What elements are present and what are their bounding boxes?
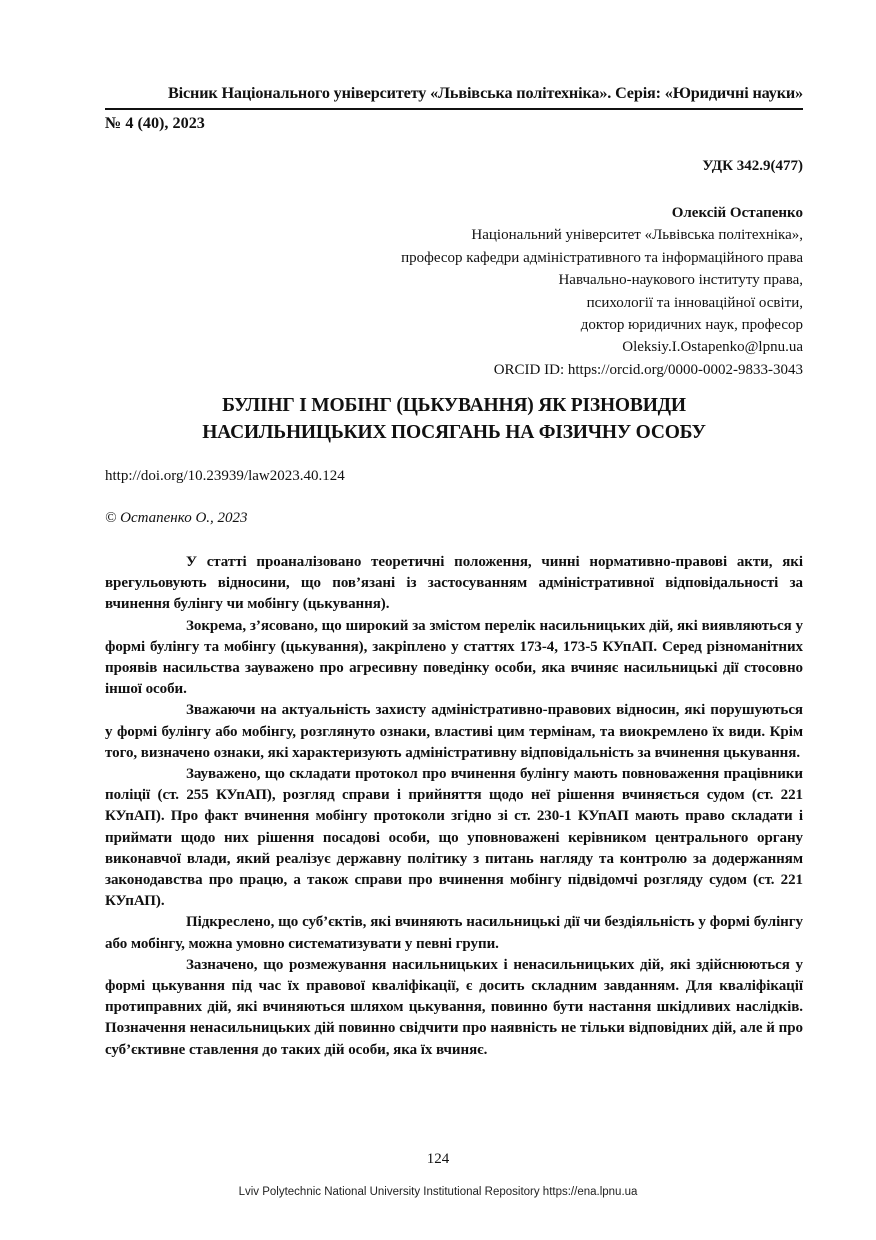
affiliation-line: доктор юридичних наук, професор [580, 317, 803, 334]
abstract-paragraph: Підкреслено, що суб’єктів, які вчиняють насильницькі дії чи бездіяльність у формі булінгу або мобінгу, можна умовно систематизувати у певні групи. [105, 914, 803, 952]
abstract-paragraph: Зазначено, що розмежування насильницьких і ненасильницьких дій, які здійснюються у формі цькування під час їх правової кваліфікації, є досить складним завданням. Для кваліфікації протиправних дій, які вчиняються шляхом цькування, повинно бути настання шкідливих наслідків. Позначення ненасильницьких дій повинно свідчити про наявність не тільки відповідних дій, але й про суб’єктивне ставлення до таких дій особи, яка їх вчиняє. [105, 956, 803, 1058]
abstract [105, 552, 803, 1061]
author-block [243, 202, 803, 381]
copyright: © Остапенко О., 2023 [105, 510, 248, 526]
title-line: БУЛІНГ І МОБІНГ (ЦЬКУВАННЯ) ЯК РІЗНОВИДИ [222, 395, 686, 416]
abstract-paragraph: У статті проаналізовано теоретичні положення, чинні нормативно-правові акти, які врегульовують відносини, що пов’язані із застосуванням адміністративної відповідальності за вчинення булінгу чи мобінгу (цькування). [105, 554, 803, 613]
page-number: 124 [426, 1151, 450, 1167]
affiliation-line: професор кафедри адміністративного та інформаційного права [401, 249, 803, 266]
article-title [105, 393, 803, 446]
abstract-paragraph: Зауважено, що складати протокол про вчинення булінгу мають повноваження працівники поліції (ст. 255 КУпАП), розгляд справи і прийняття щодо неї рішення вчиняється судом (ст. 221 КУпАП). Про факт вчинення мобінгу протоколи згідно зі ст. 230-1 КУпАП мають право складати і приймати щодо них рішення посадові особи, що уповноважені керівником центрального органу виконавчої влади, який реалізує державну політику з питань нагляду та контролю за додержанням законодавства про працю, а також справи про вчинення мобінгу підвідомчі розгляду судом (ст. 221 КУпАП). [105, 766, 803, 910]
doi-link[interactable]: http://doi.org/10.23939/law2023.40.124 [105, 468, 345, 484]
header-rule [105, 108, 803, 110]
repository-footer: Lviv Polytechnic National University Institutional Repository https://ena.lpnu.ua [238, 1186, 638, 1198]
abstract-paragraph: Зважаючи на актуальність захисту адміністративно-правових відносин, які порушуються у формі булінгу або мобінгу, розглянуто ознаки, властиві цим термінам, та виокремлено їх види. Крім того, визначено ознаки, які характеризують адміністративну відповідальність за вчинення цькування. [105, 702, 803, 761]
abstract-paragraph: Зокрема, з’ясовано, що широкий за змістом перелік насильницьких дій, які виявляються у формі булінгу та мобінгу (цькування), закріплено у статтях 173-4, 173-5 КУпАП. Серед різноманітних проявів насильства зауважено про агресивну поведінку особи, яка вчиняє насильницькі дії стосовно іншої особи. [105, 617, 803, 698]
affiliation-line: Навчально-наукового інституту права, [558, 272, 803, 289]
issue-number: № 4 (40), 2023 [105, 114, 205, 132]
affiliation-line: Національний університет «Львівська політехніка», [471, 227, 803, 244]
author-email[interactable]: Oleksiy.I.Ostapenko@lpnu.ua [622, 339, 803, 356]
affiliation-line: психології та інноваційної освіти, [586, 294, 803, 311]
udc-code: УДК 342.9(477) [702, 158, 803, 174]
author-name: Олексій Остапенко [671, 205, 803, 221]
author-orcid[interactable]: ORCID ID: https://orcid.org/0000-0002-9833-3043 [493, 361, 803, 378]
title-line: НАСИЛЬНИЦЬКИХ ПОСЯГАНЬ НА ФІЗИЧНУ ОСОБУ [202, 421, 706, 443]
journal-title: Вісник Національного університету «Львівська політехніка». Серія: «Юридичні науки» [167, 84, 803, 102]
